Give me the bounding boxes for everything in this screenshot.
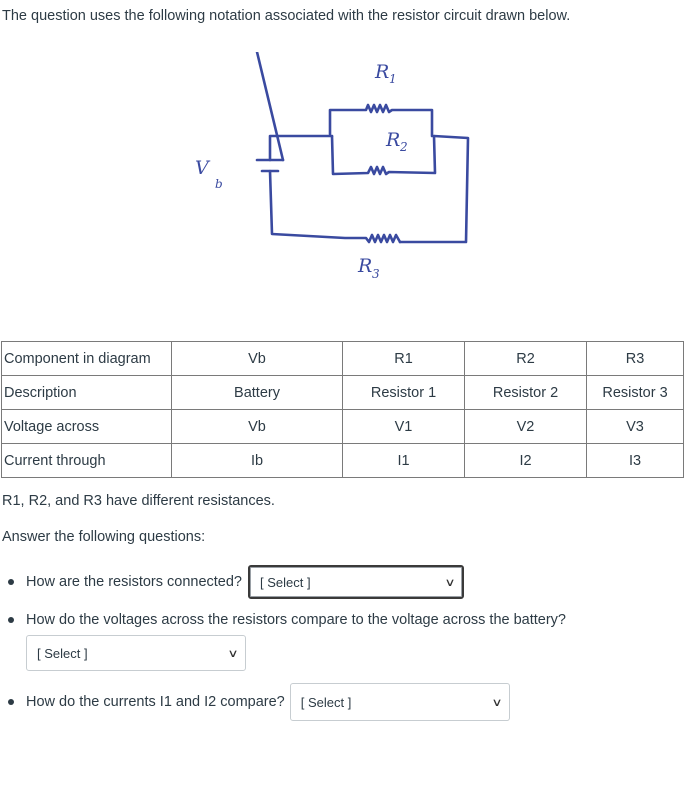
question-2-select-value: [ Select ] <box>37 645 88 661</box>
question-3 <box>8 683 510 721</box>
question-3-select[interactable] <box>290 683 510 721</box>
table-cell: Resistor 2 <box>465 376 587 410</box>
question-3-select-value: [ Select ] <box>300 694 352 710</box>
r3-label: R <box>358 255 373 277</box>
r3-resistor <box>270 171 400 242</box>
question-1-select[interactable] <box>248 565 464 599</box>
question-2-text: How do the voltages across the resistors compare to the voltage across the battery? <box>26 612 566 628</box>
table-cell: Voltage across <box>2 410 172 444</box>
table-row <box>2 444 684 478</box>
vb-subscript: b <box>215 177 223 191</box>
table-cell: V3 <box>587 410 684 444</box>
question-2-select[interactable] <box>26 635 246 671</box>
chevron-down-icon: ∨ <box>491 696 503 709</box>
question-1-text: How are the resistors connected? <box>26 574 242 590</box>
table-row <box>2 410 684 444</box>
notation-table <box>1 341 684 478</box>
intro-text: The question uses the following notation associated with the resistor circuit drawn below. <box>2 8 571 24</box>
table-cell: Resistor 1 <box>343 376 465 410</box>
circuit-diagram <box>190 52 480 292</box>
r1-label: R <box>375 61 390 83</box>
table-cell: Vb <box>172 410 343 444</box>
chevron-down-icon: ∨ <box>227 647 239 660</box>
question-1-select-value: [ Select ] <box>260 574 311 590</box>
r2-resistor <box>332 136 435 174</box>
table-cell: Resistor 3 <box>587 376 684 410</box>
vb-label: V <box>195 157 209 179</box>
table-cell: R3 <box>587 342 684 376</box>
table-cell: R2 <box>465 342 587 376</box>
r3-subscript: 3 <box>372 267 380 281</box>
bullet-icon <box>8 617 14 623</box>
r2-subscript: 2 <box>400 140 408 154</box>
table-cell: I1 <box>343 444 465 478</box>
r1-resistor <box>330 105 432 136</box>
question-1 <box>8 565 464 599</box>
table-row <box>2 342 684 376</box>
table-cell: Component in diagram <box>2 342 172 376</box>
table-cell: V1 <box>343 410 465 444</box>
table-cell: I3 <box>587 444 684 478</box>
table-cell: Vb <box>172 342 343 376</box>
question-3-text: How do the currents I1 and I2 compare? <box>26 694 285 710</box>
chevron-down-icon: ∨ <box>444 576 456 589</box>
table-row <box>2 376 684 410</box>
table-cell: R1 <box>343 342 465 376</box>
table-cell: V2 <box>465 410 587 444</box>
bullet-icon <box>8 699 14 705</box>
r2-label: R <box>386 129 401 151</box>
table-cell: I2 <box>465 444 587 478</box>
resistance-note: R1, R2, and R3 have different resistances. <box>2 493 275 509</box>
table-cell: Current through <box>2 444 172 478</box>
r1-subscript: 1 <box>389 72 397 86</box>
table-cell: Description <box>2 376 172 410</box>
table-cell: Battery <box>172 376 343 410</box>
bullet-icon <box>8 579 14 585</box>
instruction-text: Answer the following questions: <box>2 529 206 545</box>
table-cell: Ib <box>172 444 343 478</box>
question-2 <box>8 612 566 628</box>
